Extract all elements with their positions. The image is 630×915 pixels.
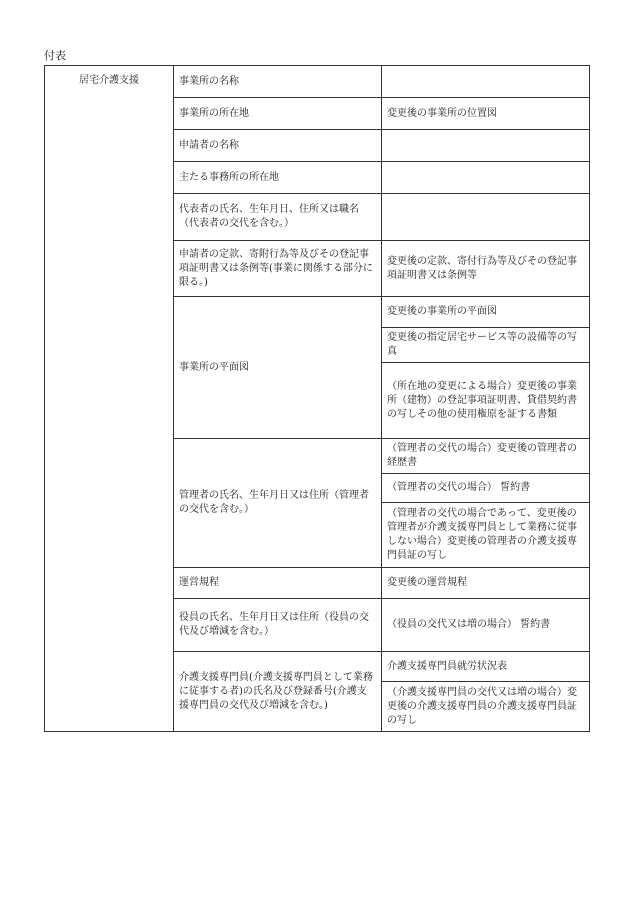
item-cell: 運営規程 — [174, 568, 382, 599]
doc-cell — [382, 130, 590, 162]
doc-cell: 変更後の事業所の平面図 — [382, 297, 590, 328]
doc-cell: 介護支援専門員就労状況表 — [382, 652, 590, 682]
item-cell: 役員の氏名、生年月日又は住所（役員の交代及び増減を含む。） — [174, 599, 382, 652]
item-cell: 管理者の氏名、生年月日又は住所（管理者の交代を含む。） — [174, 439, 382, 568]
service-category-cell: 居宅介護支援 — [45, 66, 174, 732]
item-cell: 代表者の氏名、生年月日、住所又は職名（代表者の交代を含む。） — [174, 194, 382, 241]
doc-cell: 変更後の事業所の位置図 — [382, 98, 590, 130]
item-cell: 事業所の所在地 — [174, 98, 382, 130]
item-cell: 事業所の平面図 — [174, 297, 382, 439]
doc-cell: （管理者の交代の場合）変更後の管理者の経歴書 — [382, 439, 590, 474]
item-cell: 事業所の名称 — [174, 66, 382, 98]
doc-cell: 変更後の指定居宅サービス等の設備等の写真 — [382, 328, 590, 363]
doc-cell — [382, 194, 590, 241]
doc-cell: （所在地の変更による場合）変更後の事業所（建物）の登記事項証明書、貸借契約書の写しその他の使用権原を証する書類 — [382, 363, 590, 439]
doc-cell: （管理者の交代の場合であって、変更後の管理者が介護支援専門員として業務に従事しない場合）変更後の管理者の介護支援専門員証の写し — [382, 503, 590, 568]
doc-cell: （管理者の交代の場合） 誓約書 — [382, 474, 590, 503]
doc-cell — [382, 162, 590, 194]
item-cell: 申請者の定款、寄附行為等及びその登記事項証明書又は条例等(事業に関係する部分に限る。) — [174, 241, 382, 297]
doc-cell — [382, 66, 590, 98]
table-caption: 付表 — [44, 49, 66, 62]
item-cell: 介護支援専門員(介護支援専門員として業務に従事する者)の氏名及び登録番号(介護支援専門員の交代及び増減を含む。) — [174, 652, 382, 732]
change-documents-table — [44, 65, 590, 732]
doc-cell: （介護支援専門員の交代又は増の場合）変更後の介護支援専門員の介護支援専門員証の写し — [382, 682, 590, 732]
doc-cell: 変更後の定款、寄付行為等及びその登記事項証明書又は条例等 — [382, 241, 590, 297]
doc-cell: （役員の交代又は増の場合） 誓約書 — [382, 599, 590, 652]
table-row — [45, 66, 590, 98]
doc-cell: 変更後の運営規程 — [382, 568, 590, 599]
item-cell: 申請者の名称 — [174, 130, 382, 162]
item-cell: 主たる事務所の所在地 — [174, 162, 382, 194]
